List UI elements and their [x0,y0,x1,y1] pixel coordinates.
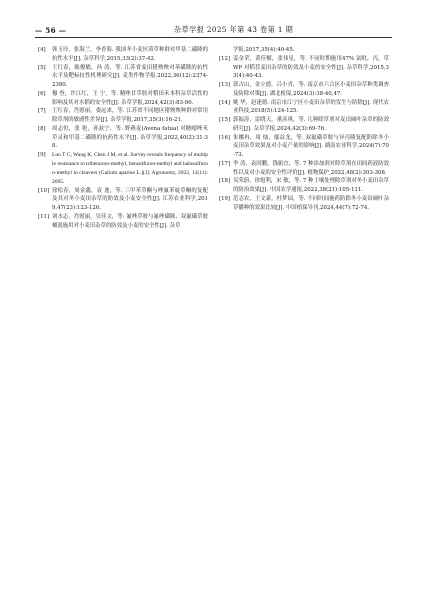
reference-number: [4] [38,47,46,53]
reference-continuation [219,46,389,55]
reference-text: 徐松春，周金鑫，袁 逸，等. 三甲苯草酮与唑氟苯啶草酮的复配及其对冬小麦田杂草的防效及小麦安全性[J]. 江苏农业科学,2019,47(23):123-126. [52,187,208,212]
reference-item [38,125,208,151]
reference-number: [18] [219,178,231,185]
reference-text: 王红春，肖慰丽，娄远来，等. 江苏省不同地区猪殃殃种群对常用除草剂的敏感性差异[J]. 杂草学报,2017,35(3):16-21. [52,108,208,123]
reference-item [38,107,208,125]
reference-item [219,134,389,160]
reference-text: 吴荣蔚，徐旭利，宋 敏，等. 7 种土壤处理除草剂对冬小麦田杂草的防治效果[J]. 中国农学通报,2022,38(21):105-111. [233,178,389,193]
reference-text: 姚 华，赵迷德. 南京市江宁区小麦田杂草的发生与防除[J]. 现代农业科技,2018(5):124-125. [233,99,389,115]
reference-text: 朱娜冉，周 灿，鄢益龙，等. 双氟磺草胺与异丙隆复配防除冬小麦田杂草效果及对小麦产量的影响[J]. 湖南农业科学,2024(7):70-73. [233,134,389,158]
reference-item [219,195,389,213]
reference-number: [16] [219,134,231,141]
reference-number: [10] [38,187,50,194]
reference-number: [14] [219,99,231,106]
references-right-column [219,46,389,212]
reference-number: [5] [38,64,46,71]
reference-item [38,151,208,187]
reference-text: 姜金荣，黄佳榴，张伟星，等. 不同时期施用47% 氯吡，丙，草 WP 对稻茬麦田杂草的防效及小麦的安全性[J]. 杂草科学,2015,33(4):40-43. [233,55,389,80]
reference-item [219,81,389,99]
reference-item [219,99,389,117]
reference-item [219,55,389,81]
reference-item [38,46,208,64]
reference-text: 郭吉山，金立德，吕小青，等. 南京市六合区小麦田杂草种类调查及防除对策[J]. 湖北植保,2024(3):38-40,47. [233,82,389,97]
reference-text: 学报,2017,35(4):40-45. [233,47,295,53]
reference-number: [11] [38,213,50,220]
reference-number: [9] [38,152,46,158]
reference-text: 李 涛，袁国鹏，钱振宜，等. 7 种添加剂对除草剂在田间药液防效性以及对小麦的安全性评价[J]. 植物保护,2022,48(2):303-308. [233,160,389,176]
reference-number: [12] [219,55,231,62]
reference-text: 王红春，陈俊敏，孙 涛，等. 江苏省麦田猪殃殃对苯磺隆的抗性水平及靶标抗性机理研究[J]. 麦类作物学报,2022,36(12):2374-2380. [52,64,208,88]
reference-number: [8] [38,125,46,132]
reference-item [38,213,208,231]
reference-text: 韩玉玲，张海兰，李香菊. 我国冬小麦区茵草种群对甲基二磺隆的抗性水平[J]. 杂草科学,2015,33(2):37-42. [52,47,208,62]
references-left-column [38,46,208,230]
page-header [35,21,392,35]
reference-number: [6] [38,90,46,97]
reference-number: [15] [219,117,231,123]
reference-text: 范志农，王文豪，杜梦园，等. 不同时间施药防除冬小麦田阔叶杂草播种的效果比较[J]. 中国植保导刊,2024,44(7):72-74. [233,195,389,211]
journal-title: 杂草学报 2025 年第 43 卷第 1 期 [173,25,294,34]
page-number: — 56 — [35,26,67,35]
reference-number: [7] [38,108,46,115]
reference-item [219,160,389,178]
reference-item [219,116,389,134]
reference-item [38,90,208,108]
reference-item [219,177,389,195]
reference-number: [19] [219,195,231,202]
reference-number: [17] [219,160,231,167]
reference-number: [13] [219,82,231,88]
reference-item [38,187,208,213]
header-rule [35,37,392,38]
reference-text: 穆 登，许江红，王 宁，等. 精唑甘草胺对稻田禾本科杂草活性的影响及其对水稻的安全性[J]. 杂草学报,2024,42(3):83-90. [52,90,208,106]
reference-text: Luo T C, Wang K, Chen J M, et al. Survey reveals frequency of multiple resistance to tribenuron-methyl, bensulfuron-methyl and halosulfuron-methyl in cleavers (Galium aparine L.)[J]. Agronomy, 2022, 12(11):2695. [52,152,208,185]
reference-text: 刘水志，肖慰丽，吴佳文，等. 氟唑草胺与氟唑磺隆、双氟磺草胺桶混施用对小麦田杂草的防效及小麦的安全性[J]. 杂草 [52,213,208,229]
reference-item [38,64,208,90]
reference-text: 周志恒，张 艳，孙兹宁，等. 野燕麦(Avena fatua) 对精噁唑禾草灵和甲基二磺隆的抗药性水平[J]. 杂草学报,2022,40(2):31-38. [52,125,208,150]
reference-text: 郭振涛，雷晓天，董彦琪，等. 几种除草剂对麦田阔叶杂草的防效研究[J]. 杂草学报,2024,42(3):69-76. [233,117,389,132]
